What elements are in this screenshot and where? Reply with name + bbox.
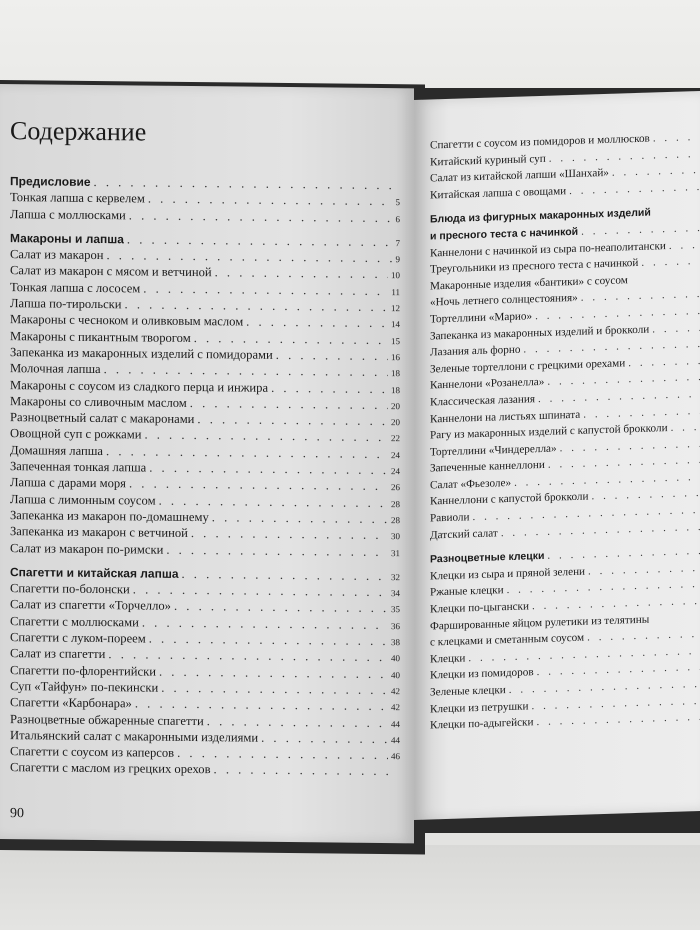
right-page: [414, 91, 700, 820]
toc-entry-title: Макароны с чесноком и оливковым маслом: [10, 312, 244, 329]
toc-entry-page: 28: [391, 515, 400, 526]
toc-entry-title: Классическая лазания: [430, 393, 535, 409]
toc-entry-title: Блюда из фигурных макаронных изделий: [430, 206, 651, 226]
dot-leader: [628, 354, 700, 369]
toc-entry-title: Тонкая лапша с кервелем: [10, 190, 145, 206]
toc-entry-title: Домашняя лапша: [10, 442, 104, 458]
toc-entry-page: 18: [391, 368, 400, 379]
toc-entry-page: 44: [391, 718, 400, 729]
toc-entry-page: 24: [391, 466, 400, 477]
toc-entry-title: Тортеллини «Чиндерелла»: [430, 442, 557, 459]
toc-entry-title: Разноцветные обжаренные спагетти: [10, 711, 204, 728]
dot-leader: [133, 583, 388, 601]
toc-entry-title: Китайская лапша с овощами: [430, 185, 567, 202]
toc-entry-page: 28: [391, 498, 400, 509]
toc-entry-title: Предисловие: [10, 174, 91, 189]
toc-entry-title: Запеченные каннеллони: [430, 459, 545, 475]
toc-entry-title: Салат из спагетти «Торчелло»: [10, 597, 171, 614]
toc-entry-title: Салат из макарон: [10, 247, 104, 263]
dot-leader: [191, 526, 388, 543]
toc-entry-title: Клецки по-адыгейски: [430, 716, 534, 732]
dot-leader: [177, 746, 388, 763]
dot-leader: [108, 647, 388, 665]
toc-entry-page: 20: [391, 400, 400, 412]
toc-entry-title: и пресного теста с начинкой: [430, 225, 579, 243]
toc-entry-title: Тортеллини «Марио»: [430, 310, 533, 326]
toc-entry-title: Салат «Фьезоле»: [430, 476, 512, 492]
toc-entry-title: Китайский куриный суп: [430, 152, 546, 169]
dot-leader: [129, 208, 393, 226]
toc-entry-page: 40: [391, 669, 400, 680]
toc-entry-page: 26: [391, 482, 400, 493]
toc-entry-title: Макароны и лапша: [10, 230, 124, 247]
dot-leader: [94, 175, 397, 193]
toc-entry-title: Макароны с соусом из сладкого перца и инжира: [10, 377, 269, 395]
toc-entry-title: Зеленые тортеллони с грецкими орехами: [430, 357, 626, 376]
toc-entry-title: Лапша по-тирольски: [10, 296, 122, 312]
toc-entry-title: Каннеллони с капустой брокколи: [430, 490, 589, 508]
toc-entry-page: 22: [391, 433, 400, 444]
dot-leader: [125, 297, 388, 315]
toc-entry-page: 7: [395, 238, 400, 249]
toc-entry-page: 9: [395, 254, 400, 265]
toc-entry-title: Ржаные клецки: [430, 584, 504, 599]
toc-list-left: [10, 174, 400, 781]
dot-leader: [129, 477, 388, 495]
dot-leader: [212, 510, 388, 527]
toc-entry-title: Салат из китайской лапши «Шанхай»: [430, 167, 609, 185]
toc-entry-page: 12: [391, 303, 400, 314]
dot-leader: [190, 396, 388, 413]
dot-leader: [194, 331, 388, 348]
toc-entry: [10, 207, 400, 227]
dot-leader: [547, 545, 700, 562]
toc-entry-page: 32: [391, 571, 400, 583]
toc-entry-title: Спагетти «Карбонара»: [10, 695, 132, 711]
dot-leader: [159, 664, 388, 681]
dot-leader: [276, 348, 388, 364]
dot-leader: [271, 380, 388, 396]
toc-entry-title: «Ночь летнего солнцестояния»: [430, 292, 578, 309]
toc-entry-title: Клецки по-цыгански: [430, 600, 529, 616]
toc-entry-title: Салат из макарон по-римски: [10, 540, 164, 557]
page-number: 90: [10, 806, 24, 822]
toc-entry-page: 44: [391, 734, 400, 745]
toc-entry-title: Молочная лапша: [10, 361, 101, 377]
toc-entry-title: Запеченная тонкая лапша: [10, 459, 147, 475]
toc-entry-title: Итальянский салат с макаронными изделиями: [10, 727, 259, 745]
toc-entry-page: 42: [391, 702, 400, 713]
dot-leader: [652, 620, 700, 622]
toc-entry-page: 46: [391, 751, 400, 762]
toc-entry-title: Лазания аль форно: [430, 343, 521, 359]
dot-leader: [149, 632, 388, 650]
toc-entry: [10, 541, 400, 561]
left-page: [0, 84, 414, 843]
toc-entry-page: 14: [391, 319, 400, 330]
dot-leader: [654, 214, 700, 216]
toc-entry-title: Разноцветный салат с макаронами: [10, 410, 195, 427]
toc-entry-title: Клецки из помидоров: [430, 666, 534, 682]
toc-entry-title: Спагетти с маслом из грецких орехов: [10, 760, 211, 777]
toc-entry-title: Клецки из петрушки: [430, 699, 529, 716]
dot-leader: [148, 192, 393, 210]
toc-entry-title: Равиоли: [430, 511, 470, 525]
toc-entry-page: 20: [391, 417, 400, 428]
toc-entry-title: Тонкая лапша с лососем: [10, 279, 141, 296]
toc-entry-title: Макароны со сливочным маслом: [10, 393, 187, 410]
dot-leader: [197, 412, 388, 429]
dot-leader: [652, 321, 700, 335]
dot-leader: [612, 164, 700, 179]
dot-leader: [142, 615, 388, 633]
toc-entry-page: 34: [391, 588, 400, 599]
toc-entry-title: Каннелони «Розанелла»: [430, 376, 545, 392]
toc-entry-title: Зеленые клецки: [430, 684, 506, 699]
toc-entry-title: Салат из макарон с мясом и ветчиной: [10, 263, 212, 280]
toc-list-right: [430, 130, 700, 736]
toc-entry-page: 18: [391, 384, 400, 395]
toc-entry-title: Запеканка из макаронных изделий и брокколи: [430, 323, 650, 343]
dot-leader: [207, 714, 388, 731]
toc-entry-title: Спагетти с соусом из помидоров и моллюсков: [430, 132, 650, 152]
toc-entry-page: 35: [391, 604, 400, 615]
toc-entry-title: Макаронные изделия «бантики» с соусом: [430, 274, 628, 293]
dot-leader: [159, 493, 388, 510]
toc-entry-title: Каннелони с начинкой из сыра по-неаполитански: [430, 239, 666, 260]
dot-leader: [143, 281, 388, 299]
toc-entry-title: Суп «Тайфун» по-пекински: [10, 679, 159, 695]
toc-entry-title: Рагу из макаронных изделий с капустой брокколи: [430, 422, 668, 442]
toc-entry-page: 11: [391, 286, 400, 297]
toc-entry-page: 36: [391, 620, 400, 631]
toc-entry-title: Спагетти по-болонски: [10, 581, 130, 597]
toc-entry-title: Каннелони на листьях шпината: [430, 408, 581, 425]
toc-entry-page: 24: [391, 449, 400, 460]
toc-entry-page: 5: [395, 197, 400, 208]
toc-entry-title: Разноцветные клецки: [430, 550, 545, 566]
toc-entry-page: 6: [395, 213, 400, 224]
dot-leader: [214, 763, 397, 780]
dot-leader: [174, 599, 388, 616]
toc-entry-page: 30: [391, 531, 400, 542]
dot-leader: [107, 248, 393, 266]
toc-entry-title: Макароны с пикантным творогом: [10, 328, 191, 345]
toc-entry-title: Запеканка из макаронных изделий с помидорами: [10, 345, 273, 362]
toc-entry-title: Фаршированные яйцом рулетики из телятины: [430, 613, 650, 633]
dot-leader: [106, 444, 388, 462]
page-title: Содержание: [10, 116, 147, 147]
toc-entry-title: Салат из спагетти: [10, 646, 106, 662]
toc-entry-title: Лапша с лимонным соусом: [10, 491, 156, 508]
toc-entry-title: Спагетти с моллюсками: [10, 613, 139, 630]
toc-entry-title: Запеканка из макарон по-домашнему: [10, 508, 209, 525]
table-surface: [0, 845, 700, 930]
dot-leader: [671, 421, 700, 434]
toc-entry-page: 42: [391, 686, 400, 697]
dot-leader: [669, 238, 700, 252]
toc-entry-title: Клецки: [430, 652, 466, 666]
dot-leader: [149, 461, 388, 479]
dot-leader: [261, 731, 388, 747]
toc-entry-title: Спагетти и китайская лапша: [10, 564, 179, 581]
dot-leader: [246, 315, 388, 331]
toc-entry-page: 38: [391, 637, 400, 648]
dot-leader: [135, 697, 388, 715]
dot-leader: [641, 255, 700, 269]
toc-entry-page: 10: [391, 270, 400, 281]
toc-entry-title: Спагетти с соусом из каперсов: [10, 744, 175, 760]
toc-entry-title: Датский салат: [430, 527, 498, 542]
toc-entry-title: Спагетти с луком-пореем: [10, 630, 146, 646]
dot-leader: [104, 362, 388, 380]
dot-leader: [166, 542, 388, 559]
toc-entry-title: Запеканка из макарон с ветчиной: [10, 524, 188, 541]
toc-entry-title: с клецками и сметанным соусом: [430, 631, 585, 649]
dot-leader: [127, 232, 393, 250]
toc-entry-page: 15: [391, 335, 400, 346]
toc-entry-title: Клецки из сыра и пряной зелени: [430, 565, 586, 583]
dot-leader: [631, 280, 700, 283]
toc-entry: [10, 760, 400, 780]
toc-entry-title: Лапша с дарами моря: [10, 475, 126, 491]
dot-leader: [653, 130, 700, 144]
toc-entry-page: 31: [391, 547, 400, 558]
dot-leader: [144, 428, 388, 446]
toc-entry-page: 40: [391, 653, 400, 664]
toc-entry-page: 16: [391, 352, 400, 363]
toc-entry-title: Лапша с моллюсками: [10, 206, 126, 222]
toc-entry-title: Овощной суп с рожками: [10, 426, 142, 442]
toc-entry-title: Треугольники из пресного теста с начинкой: [430, 257, 639, 276]
dot-leader: [161, 681, 388, 698]
dot-leader: [215, 266, 388, 283]
dot-leader: [182, 567, 389, 584]
toc-entry-title: Спагетти по-флорентийски: [10, 662, 156, 679]
